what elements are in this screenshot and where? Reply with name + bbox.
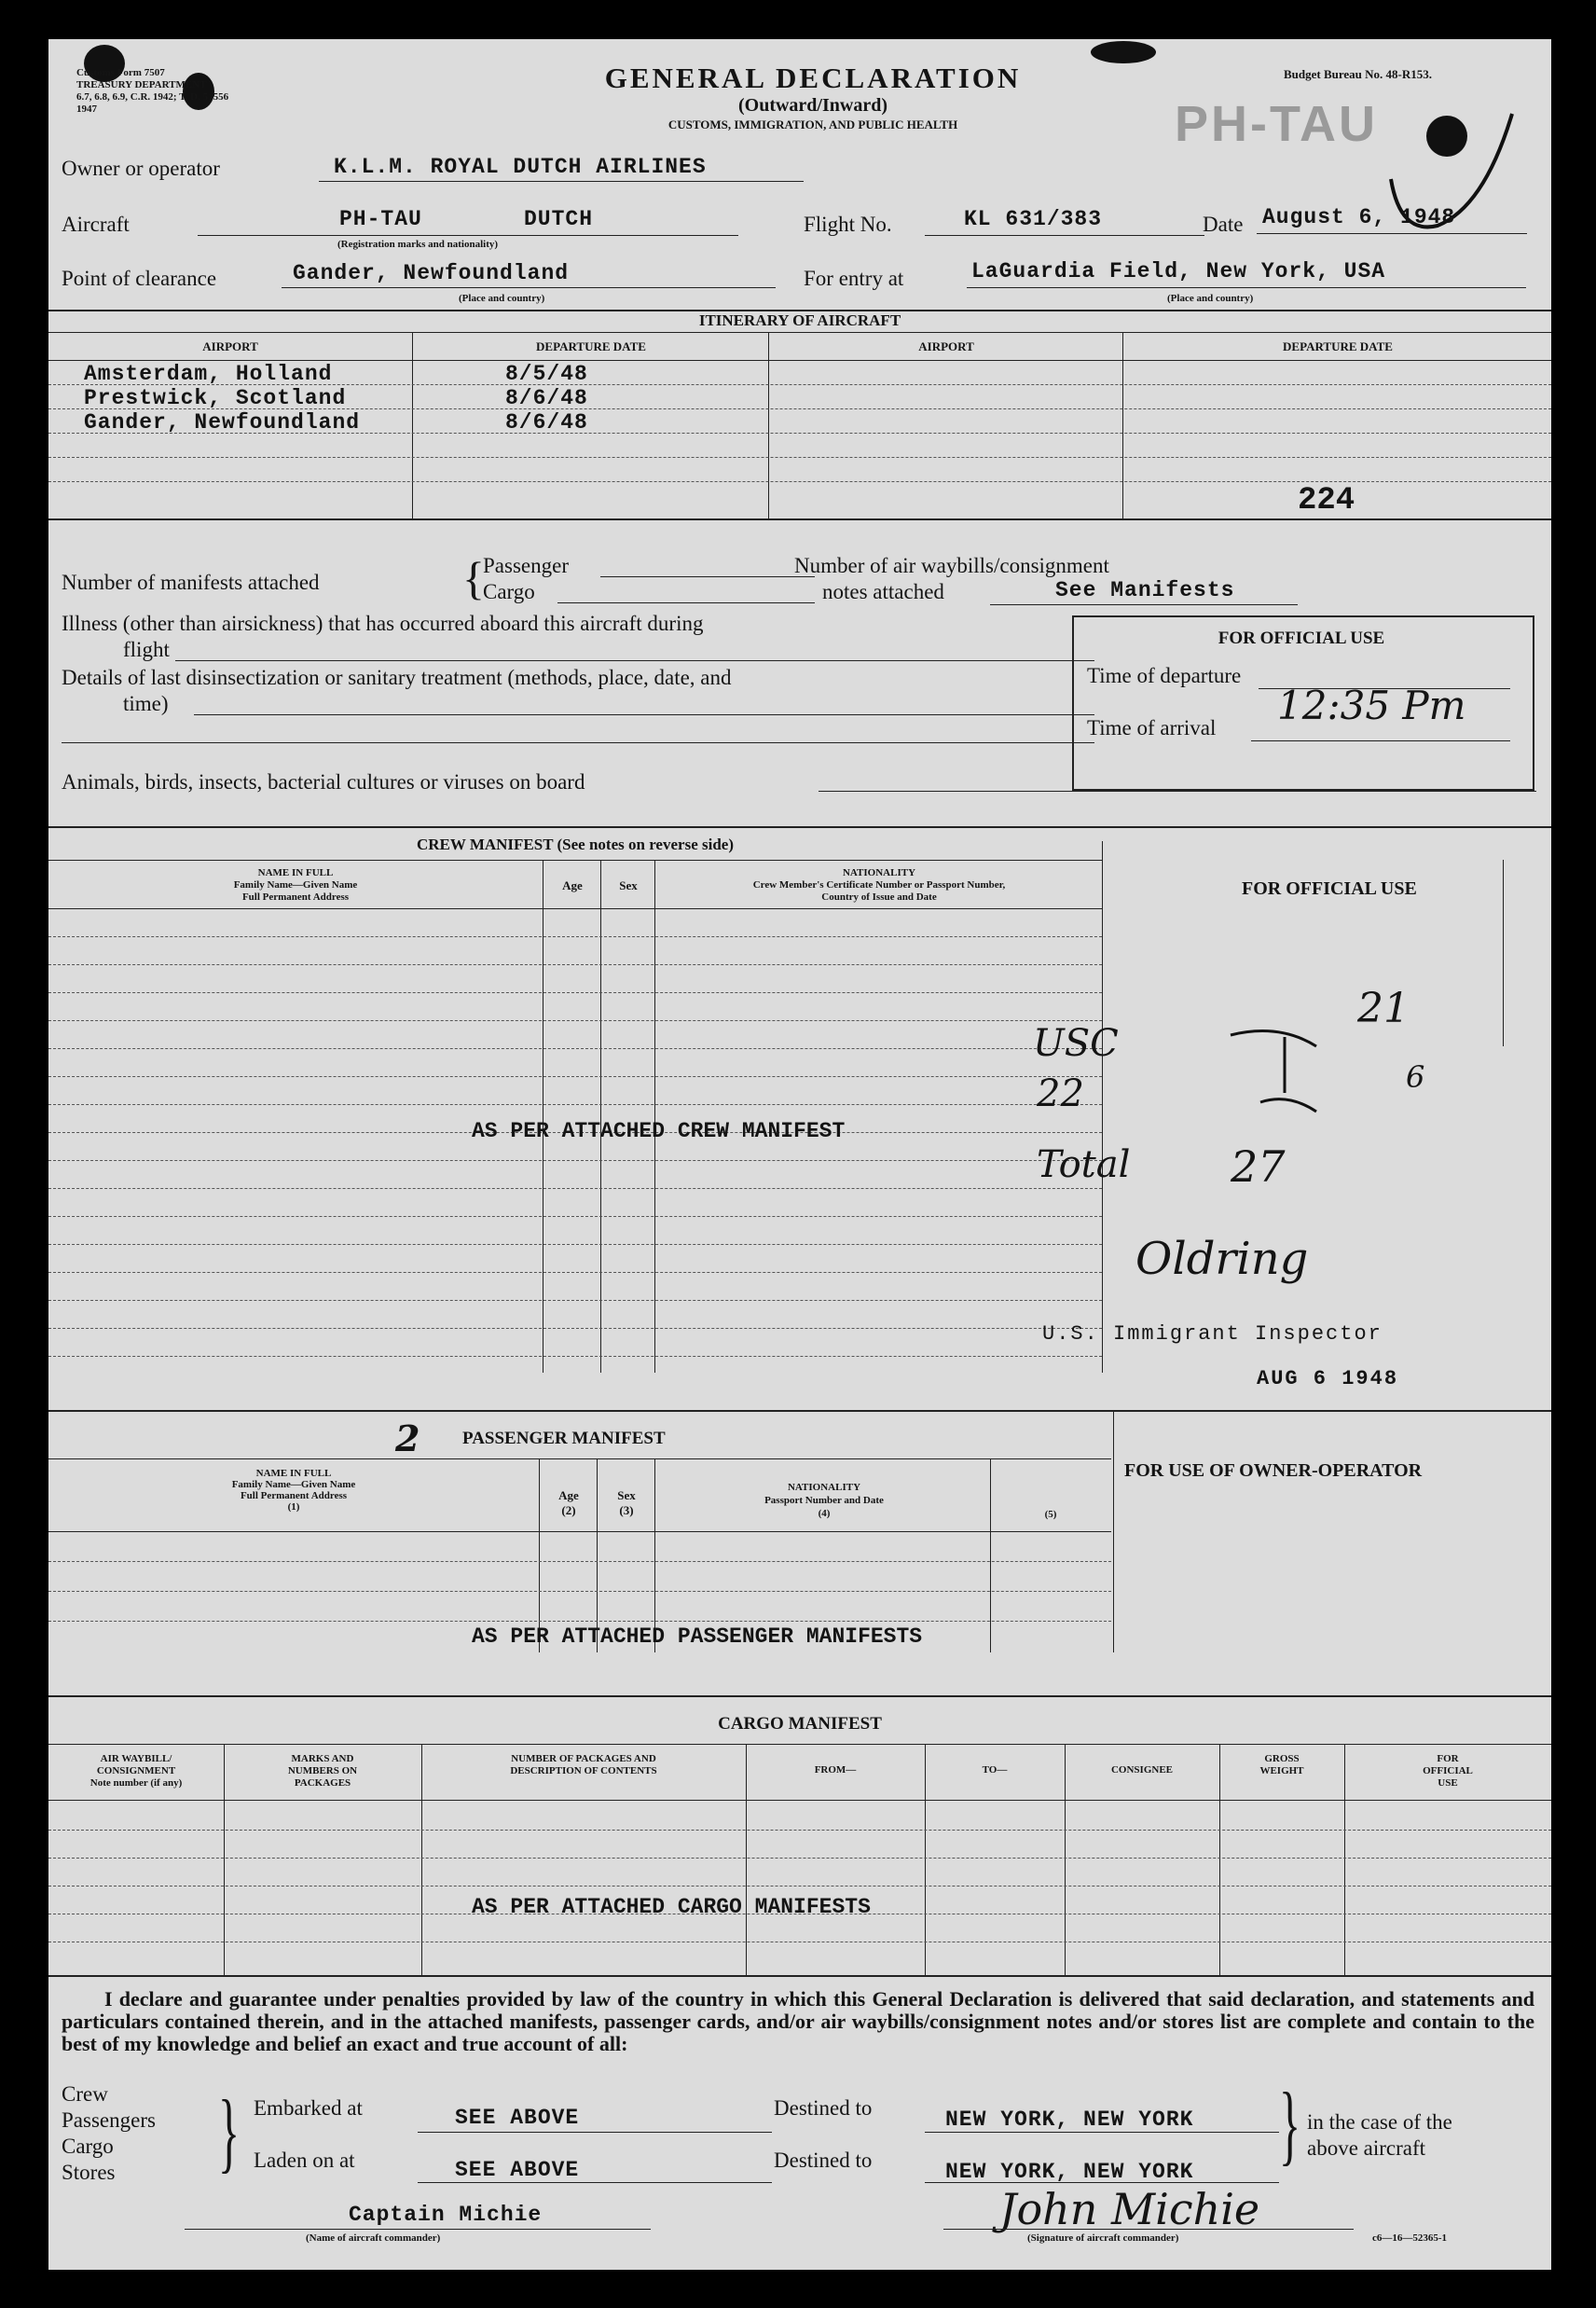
inspector-signature: Oldring <box>1135 1233 1309 1285</box>
cargo-column-header-line: NUMBER OF PACKAGES AND <box>511 1753 656 1764</box>
crew-col-age: Age <box>562 878 583 892</box>
itinerary-date: 8/6/48 <box>505 410 588 435</box>
departure-time-label: Time of departure <box>1087 664 1242 687</box>
form-line: 6.7, 6.8, 6.9, C.R. 1942; T. D. 51556 <box>76 91 229 103</box>
passenger-col-nat-line: (4) <box>818 1508 831 1519</box>
passenger-col-age-line: Age <box>558 1488 579 1502</box>
passenger-col-5: (5) <box>1044 1509 1057 1520</box>
declaration-item: Crew <box>62 2082 108 2106</box>
handwritten-number: 224 <box>1298 483 1355 518</box>
destined-label: Destined to <box>774 2096 873 2120</box>
passenger-col-sex-line: (3) <box>619 1503 634 1517</box>
cargo-column-divider <box>746 1744 747 1975</box>
itinerary-title: ITINERARY OF AIRCRAFT <box>698 311 901 329</box>
ruled-line <box>48 964 1102 965</box>
bracket-glyph: } <box>218 2081 241 2181</box>
inspection-date-stamp: AUG 6 1948 <box>1257 1367 1399 1390</box>
ruled-line <box>48 1591 1111 1592</box>
case-text <box>1307 2109 1452 2162</box>
form-number-block <box>76 67 228 116</box>
itinerary-col-airport: AIRPORT <box>202 339 258 353</box>
embarked-label: Embarked at <box>254 2096 363 2120</box>
form-subtitle-2: CUSTOMS, IMMIGRATION, AND PUBLIC HEALTH <box>667 117 958 131</box>
destined-label-2: Destined to <box>774 2149 873 2172</box>
manifests-label: Number of manifests attached <box>62 571 320 594</box>
commander-signature: John Michie <box>999 2184 1260 2234</box>
declaration-item: Passengers <box>62 2108 156 2132</box>
form-line: 1947 <box>76 104 97 115</box>
owner-operator-use: FOR USE OF OWNER-OPERATOR <box>1124 1460 1423 1481</box>
animals-label: Animals, birds, insects, bacterial cultures or viruses on board <box>62 770 585 794</box>
hand-note: 6 <box>1406 1059 1425 1095</box>
ruled-line <box>48 1621 1111 1622</box>
cargo-column-header-line: CONSIGNMENT <box>96 1765 176 1776</box>
itinerary-col-airport-2: AIRPORT <box>918 339 974 353</box>
cargo-column-header <box>224 1753 421 1790</box>
declaration-items <box>62 2081 156 2186</box>
embarked-value: SEE ABOVE <box>455 2106 580 2130</box>
cargo-column-header <box>746 1764 925 1776</box>
itinerary-airport: Amsterdam, Holland <box>84 362 333 386</box>
waybills-label: Number of air waybills/consignment <box>794 554 1109 577</box>
passenger-col-name-line: (1) <box>287 1501 300 1513</box>
passenger-col-name-line: Full Permanent Address <box>240 1490 348 1501</box>
passenger-typed-note: AS PER ATTACHED PASSENGER MANIFESTS <box>472 1624 923 1649</box>
ruled-line <box>48 1160 1102 1161</box>
crew-col-name-line: NAME IN FULL <box>257 867 334 878</box>
laden-label: Laden on at <box>254 2149 355 2172</box>
commander-name: Captain Michie <box>349 2203 543 2227</box>
cargo-label: Cargo <box>483 580 535 603</box>
form-line: TREASURY DEPARTMENT <box>76 79 207 90</box>
declaration-text: I declare and guarantee under penalties provided by law of the country in which this General Declaration is delivered that said declaration, and statements and particulars contained therein, and in the attached manifests, passenger cards, and/or air waybills/consignment notes and/or stores list are complete and contain to the best of my knowledge and belief an exact and true account of all: <box>62 1987 1534 2055</box>
aircraft-label: Aircraft <box>62 213 130 236</box>
handwritten-strokes <box>1223 1018 1382 1121</box>
signature-caption: (Signature of aircraft commander) <box>1027 2232 1179 2244</box>
bracket-glyph: { <box>462 552 485 604</box>
laden-value: SEE ABOVE <box>455 2158 580 2182</box>
crew-col-nat-line: Crew Member's Certificate Number or Passport Number, <box>752 879 1006 891</box>
itinerary-col-date: DEPARTURE DATE <box>536 339 646 353</box>
arrival-time-value: 12:35 Pm <box>1277 683 1466 728</box>
cargo-column-header-line: OFFICIAL <box>1423 1765 1473 1776</box>
entry-caption: (Place and country) <box>1167 293 1254 304</box>
arrival-time-label: Time of arrival <box>1087 716 1217 739</box>
passenger-col-nat-line: NATIONALITY <box>787 1482 861 1493</box>
passenger-label: Passenger <box>483 554 569 577</box>
passenger-col-nat-line: Passport Number and Date <box>764 1495 884 1506</box>
cargo-column-header <box>48 1753 224 1790</box>
cargo-column-divider <box>1065 1744 1066 1975</box>
hand-note: 27 <box>1231 1141 1286 1192</box>
cargo-column-header-line: MARKS AND <box>291 1753 354 1764</box>
cargo-column-divider <box>421 1744 422 1975</box>
passenger-col-name-line: NAME IN FULL <box>255 1468 332 1479</box>
commander-caption: (Name of aircraft commander) <box>306 2232 441 2244</box>
crew-typed-note: AS PER ATTACHED CREW MANIFEST <box>472 1119 846 1143</box>
cargo-typed-note: AS PER ATTACHED CARGO MANIFESTS <box>472 1895 871 1919</box>
registration-stamp: PH-TAU <box>1175 96 1378 152</box>
destined-value: NEW YORK, NEW YORK <box>945 2108 1194 2132</box>
entry-value: LaGuardia Field, New York, USA <box>971 259 1386 283</box>
ruled-line <box>48 1300 1102 1301</box>
form-line: Customs Form 7507 <box>76 67 165 78</box>
cargo-manifest-title: CARGO MANIFEST <box>718 1714 882 1734</box>
form-subtitle: (Outward/Inward) <box>737 95 887 116</box>
general-declaration-form <box>48 39 1551 2270</box>
ink-blot <box>1091 41 1156 63</box>
itinerary-date: 8/5/48 <box>505 362 588 386</box>
passenger-col-age-line: (2) <box>561 1503 576 1517</box>
aircraft-registration: PH-TAU <box>339 207 422 231</box>
itinerary-date: 8/6/48 <box>505 386 588 410</box>
case-text-line: above aircraft <box>1307 2136 1426 2160</box>
inspector-title-stamp: U.S. Immigrant Inspector <box>1042 1322 1383 1346</box>
aircraft-nationality: DUTCH <box>524 207 594 231</box>
declaration-item: Cargo <box>62 2135 114 2158</box>
passenger-col-name-line: Family Name—Given Name <box>231 1479 356 1490</box>
owner-value: K.L.M. ROYAL DUTCH AIRLINES <box>334 155 707 179</box>
cargo-column-header-line: CONSIGNEE <box>1110 1764 1174 1776</box>
disinsect-label-2: time) <box>123 692 169 715</box>
cargo-column-header-line: PACKAGES <box>294 1777 351 1789</box>
cargo-column-header <box>1219 1753 1344 1777</box>
cargo-column-header-line: DESCRIPTION OF CONTENTS <box>510 1765 657 1776</box>
flight-label: Flight No. <box>804 213 892 236</box>
crew-col-name-line: Family Name—Given Name <box>233 879 358 891</box>
crew-col-nat-line: Country of Issue and Date <box>821 891 937 903</box>
cargo-column-divider <box>925 1744 926 1975</box>
bracket-glyph: } <box>1279 2074 1301 2174</box>
entry-label: For entry at <box>804 267 904 290</box>
clearance-value: Gander, Newfoundland <box>293 261 570 285</box>
cargo-column-header-line: FROM— <box>814 1764 857 1776</box>
passenger-col-sex-line: Sex <box>617 1488 636 1502</box>
cargo-column-header-line: WEIGHT <box>1259 1765 1304 1776</box>
passenger-col-nationality <box>656 1481 992 1520</box>
cargo-column-header <box>1065 1764 1219 1776</box>
illness-label-2: flight <box>123 638 170 661</box>
crew-col-name-line: Full Permanent Address <box>241 891 350 903</box>
passenger-col-name <box>48 1468 539 1513</box>
itinerary-airport: Gander, Newfoundland <box>84 410 361 435</box>
date-label: Date <box>1203 213 1244 236</box>
cargo-column-header <box>1344 1753 1551 1790</box>
date-value: August 6, 1948 <box>1262 205 1456 229</box>
itinerary-col-date-2: DEPARTURE DATE <box>1283 339 1393 353</box>
crew-col-nationality <box>656 867 1102 904</box>
cargo-column-divider <box>1219 1744 1220 1975</box>
ruled-line <box>48 1328 1102 1329</box>
ruled-line <box>48 1216 1102 1217</box>
cargo-column-header <box>925 1764 1065 1776</box>
crew-official-use: FOR OFFICIAL USE <box>1242 878 1417 899</box>
ruled-line <box>48 936 1102 937</box>
passenger-manifest-title: PASSENGER MANIFEST <box>462 1429 666 1448</box>
ruled-line <box>48 1244 1102 1245</box>
itinerary-airport: Prestwick, Scotland <box>84 386 347 410</box>
clearance-label: Point of clearance <box>62 267 217 290</box>
ruled-line <box>48 992 1102 993</box>
ruled-line <box>48 1076 1102 1077</box>
ruled-line <box>48 1048 1102 1049</box>
crew-col-nat-line: NATIONALITY <box>842 867 916 878</box>
budget-bureau-number: Budget Bureau No. 48-R153. <box>1284 67 1433 81</box>
ruled-line <box>48 1561 1111 1562</box>
hand-note: 22 <box>1037 1072 1084 1115</box>
ruled-line <box>48 1020 1102 1021</box>
passenger-col-age <box>541 1488 597 1518</box>
ruled-line <box>48 1830 1551 1831</box>
owner-label: Owner or operator <box>62 157 220 180</box>
passenger-manifest-count: 2 <box>395 1417 420 1459</box>
ruled-line <box>48 1356 1102 1357</box>
crew-manifest-title: CREW MANIFEST (See notes on reverse side) <box>417 836 734 853</box>
ruled-line <box>48 1858 1551 1859</box>
crew-col-name <box>48 867 543 904</box>
hand-note: 21 <box>1357 985 1410 1032</box>
ruled-line <box>48 1188 1102 1189</box>
print-code: c6—16—52365-1 <box>1372 2232 1448 2244</box>
crew-col-sex: Sex <box>619 878 638 892</box>
cargo-column-header-line: FOR <box>1437 1753 1459 1764</box>
flight-number: KL 631/383 <box>964 207 1103 231</box>
passenger-col-sex <box>598 1488 654 1518</box>
cargo-column-header-line: AIR WAYBILL/ <box>100 1753 172 1764</box>
hand-note: USC <box>1033 1022 1119 1065</box>
declaration-item: Stores <box>62 2161 116 2184</box>
cargo-column-header-line: GROSS <box>1264 1753 1300 1764</box>
waybills-label-2: notes attached <box>822 580 944 603</box>
aircraft-caption: (Registration marks and nationality) <box>337 239 499 250</box>
destined-value-2: NEW YORK, NEW YORK <box>945 2160 1194 2184</box>
clearance-caption: (Place and country) <box>459 293 545 304</box>
case-text-line: in the case of the <box>1307 2110 1452 2134</box>
hand-note: Total <box>1037 1143 1131 1186</box>
waybills-value: See Manifests <box>1055 578 1235 602</box>
cargo-column-header-line: Note number (if any) <box>89 1777 183 1789</box>
disinsect-label: Details of last disinsectization or sanitary treatment (methods, place, date, and <box>62 666 732 689</box>
cargo-column-header <box>421 1753 746 1777</box>
cargo-column-header-line: TO— <box>982 1764 1008 1776</box>
cargo-column-header-line: USE <box>1438 1777 1458 1789</box>
official-use-title: FOR OFFICIAL USE <box>1218 629 1385 648</box>
cargo-column-header-line: NUMBERS ON <box>287 1765 358 1776</box>
ruled-line <box>48 1272 1102 1273</box>
form-title: GENERAL DECLARATION <box>604 62 1022 94</box>
ruled-line <box>48 1104 1102 1105</box>
illness-label: Illness (other than airsickness) that has occurred aboard this aircraft during <box>62 612 704 635</box>
